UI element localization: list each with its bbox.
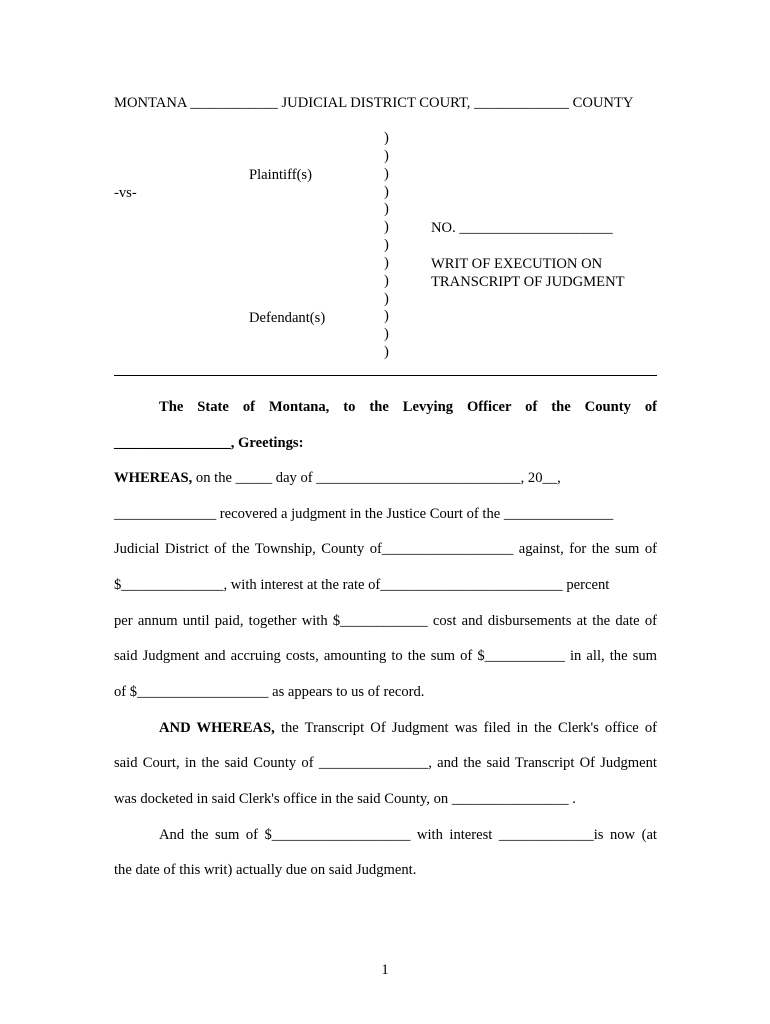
whereas-text: on the _____ day of ____________________________, 20__, xyxy=(192,470,561,486)
page-number: 1 xyxy=(381,962,389,978)
court-header: MONTANA ____________ JUDICIAL DISTRICT COURT, _____________ COUNTY xyxy=(114,95,634,111)
paren: ) xyxy=(384,326,389,343)
paren: ) xyxy=(384,165,389,182)
versus-label: -vs- xyxy=(114,185,137,201)
and-whereas-keyword: AND WHEREAS, xyxy=(159,720,275,736)
paren: ) xyxy=(384,272,389,289)
paren: ) xyxy=(384,254,389,271)
defendant-label: Defendant(s) xyxy=(249,310,326,326)
interest-line: $______________, with interest at the rate of_________________________ percent xyxy=(114,577,610,593)
paren: ) xyxy=(384,219,389,236)
actually-due-line: the date of this writ) actually due on said Judgment. xyxy=(114,862,417,878)
greeting-line-2: ________________, Greetings: xyxy=(114,435,304,451)
whereas-line xyxy=(114,469,657,487)
said-judgment-line: said Judgment and accruing costs, amounting to the sum of $___________ in all, the sum xyxy=(114,648,657,664)
and-sum-line: And the sum of $___________________ with interest _____________is now (at xyxy=(159,827,657,843)
paren: ) xyxy=(384,290,389,307)
writ-title-line2: TRANSCRIPT OF JUDGMENT xyxy=(431,274,625,290)
case-number-field: NO. _____________________ xyxy=(431,220,613,236)
paren: ) xyxy=(384,147,389,164)
of-record-line: of $__________________ as appears to us of record. xyxy=(114,684,425,700)
paren: ) xyxy=(384,344,389,361)
greeting-line-1: The State of Montana, to the Levying Officer of the County of xyxy=(159,399,657,415)
paren: ) xyxy=(384,308,389,325)
paren: ) xyxy=(384,237,389,254)
said-court-line: said Court, in the said County of _______________, and the said Transcript Of Judgment xyxy=(114,755,657,771)
paren: ) xyxy=(384,183,389,200)
recovered-line: ______________ recovered a judgment in the Justice Court of the _______________ xyxy=(114,506,614,522)
paren: ) xyxy=(384,201,389,218)
and-whereas-line xyxy=(114,719,657,737)
writ-title-line1: WRIT OF EXECUTION ON xyxy=(431,256,603,272)
docketed-line: was docketed in said Clerk's office in the said County, on ________________ . xyxy=(114,791,576,807)
caption-divider xyxy=(114,375,657,376)
annum-line: per annum until paid, together with $____________ cost and disbursements at the date of xyxy=(114,613,657,629)
caption-parentheses xyxy=(384,130,394,362)
district-line: Judicial District of the Township, County of__________________ against, for the sum of xyxy=(114,541,657,557)
and-whereas-text: the Transcript Of Judgment was filed in the Clerk's office of xyxy=(274,720,657,736)
whereas-keyword: WHEREAS, xyxy=(114,470,193,486)
plaintiff-label: Plaintiff(s) xyxy=(249,167,312,183)
paren: ) xyxy=(384,130,389,146)
